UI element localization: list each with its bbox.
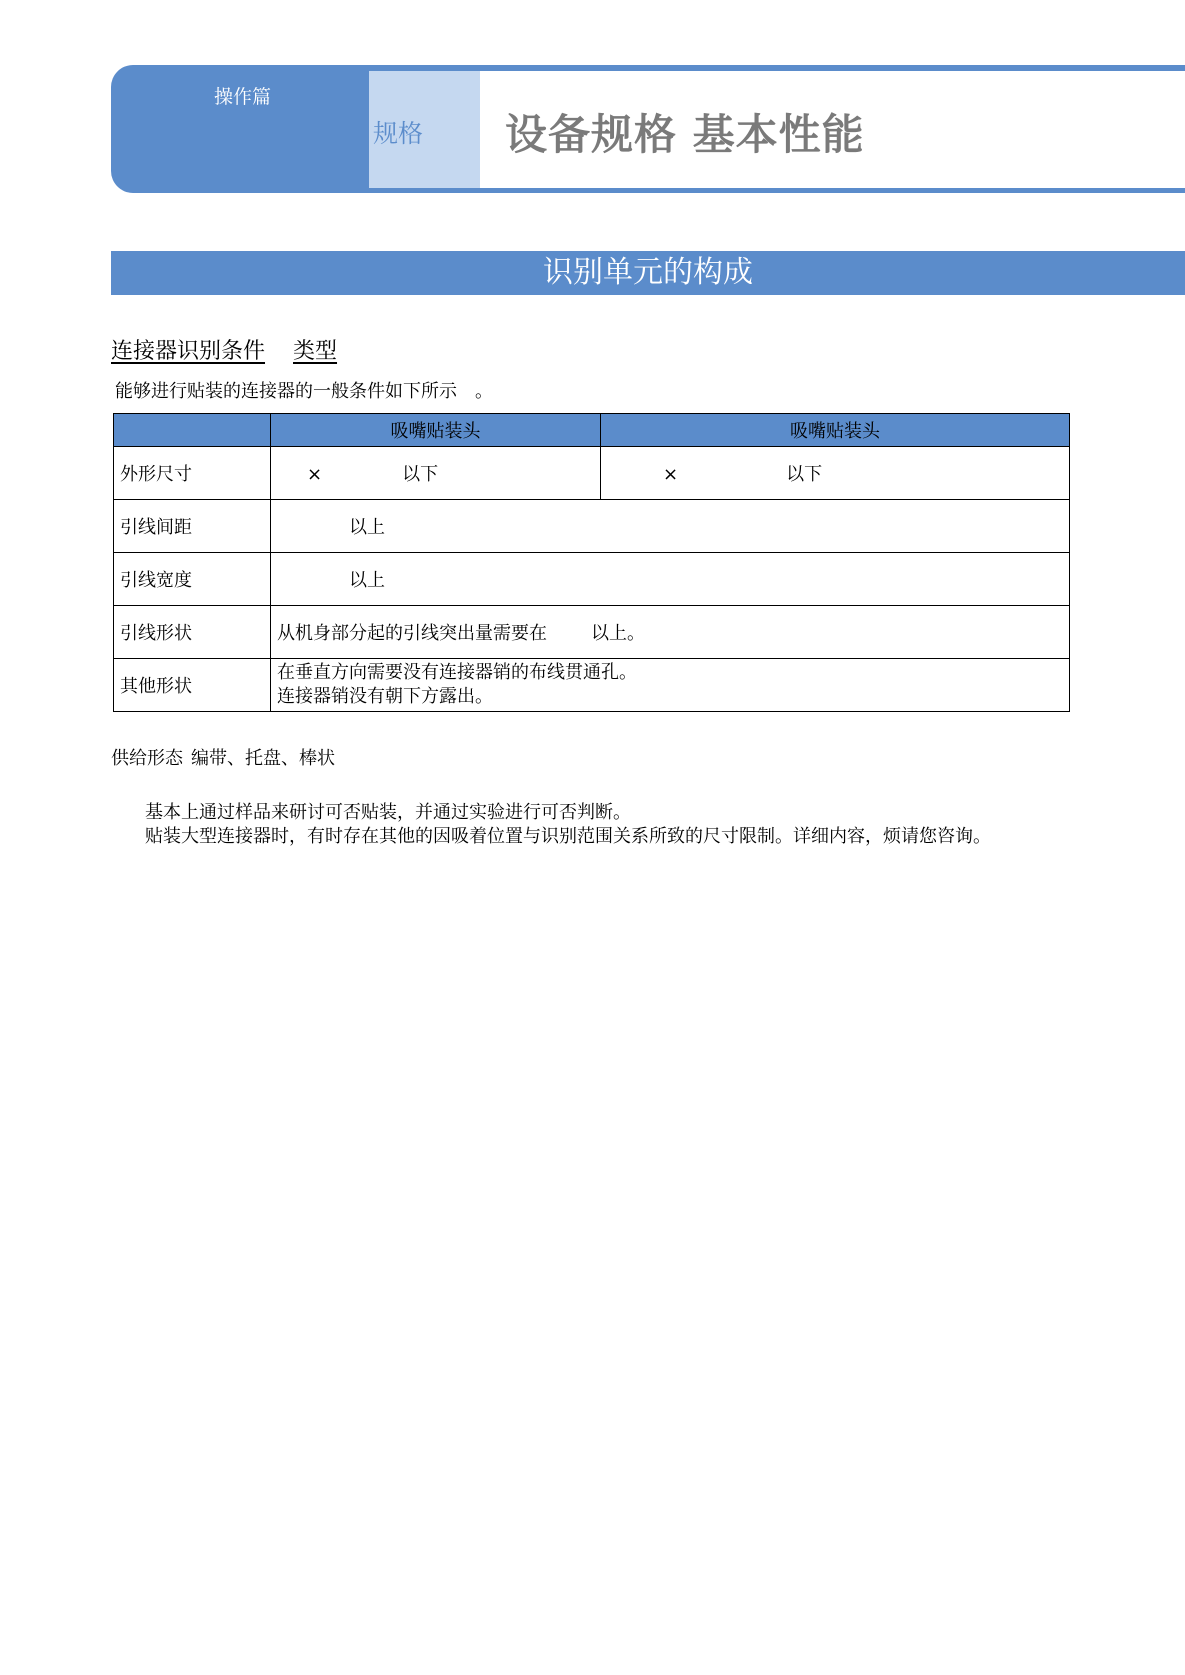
below-text: 以下: [786, 464, 823, 485]
header-cell-empty: [114, 414, 271, 447]
cell-size-b: [601, 447, 1070, 500]
row-label: 其他形状: [114, 659, 271, 712]
times-symbol: ×: [307, 464, 323, 485]
cell-lead-pitch: [271, 500, 1070, 553]
other-shape-line2: 连接器销没有朝下方露出。: [277, 686, 493, 707]
cell-lead-shape: [271, 606, 1070, 659]
other-shape-line1: 在垂直方向需要没有连接器销的布线贯通孔。: [277, 662, 637, 683]
intro-end: 。: [475, 381, 493, 402]
times-symbol: ×: [663, 464, 679, 485]
above-text: 以上: [349, 570, 385, 591]
supply-value: 编带、托盘、棒状: [191, 748, 335, 769]
row-label: 引线间距: [114, 500, 271, 553]
chapter-label: 规格: [373, 119, 424, 148]
lead-shape-end: 以上。: [591, 623, 645, 644]
table-header-row: [114, 414, 1070, 447]
note-line: 贴装大型连接器时，有时存在其他的因吸着位置与识别范围关系所致的尺寸限制。详细内容，烦请您咨询。: [145, 826, 991, 847]
above-text: 以上: [349, 517, 385, 538]
row-label: 引线宽度: [114, 553, 271, 606]
cell-size-a: [271, 447, 601, 500]
cell-lead-width: [271, 553, 1070, 606]
connector-spec-table: [113, 413, 1070, 712]
row-label: 引线形状: [114, 606, 271, 659]
subsection-type: 类型: [293, 339, 338, 364]
subsection-title: [111, 334, 367, 365]
cell-other-shape: [271, 659, 1070, 712]
section-label: 操作篇: [214, 86, 272, 108]
header-cell-head-b: 吸嘴贴装头: [601, 414, 1070, 447]
section-heading: 识别单元的构成: [543, 255, 753, 290]
header-cell-head-a: 吸嘴贴装头: [271, 414, 601, 447]
table-row: [114, 553, 1070, 606]
note-line: 基本上通过样品来研讨可否贴装，并通过实验进行可否判断。: [145, 802, 631, 823]
lead-shape-text: 从机身部分起的引线突出量需要在: [277, 623, 547, 644]
page-title: 设备规格 基本性能: [505, 110, 865, 159]
intro-text: [115, 377, 493, 403]
table-row: [114, 659, 1070, 712]
supply-label: 供给形态: [111, 748, 183, 769]
row-label: 外形尺寸: [114, 447, 271, 500]
subsection-title-text: 连接器识别条件: [111, 339, 266, 364]
intro-sentence: 能够进行贴装的连接器的一般条件如下所示: [115, 381, 457, 402]
table-row: [114, 447, 1070, 500]
supply-form: [111, 744, 335, 770]
below-text: 以下: [402, 464, 439, 485]
section-heading-bar: [111, 251, 1185, 295]
table-row: [114, 500, 1070, 553]
table-row: [114, 606, 1070, 659]
